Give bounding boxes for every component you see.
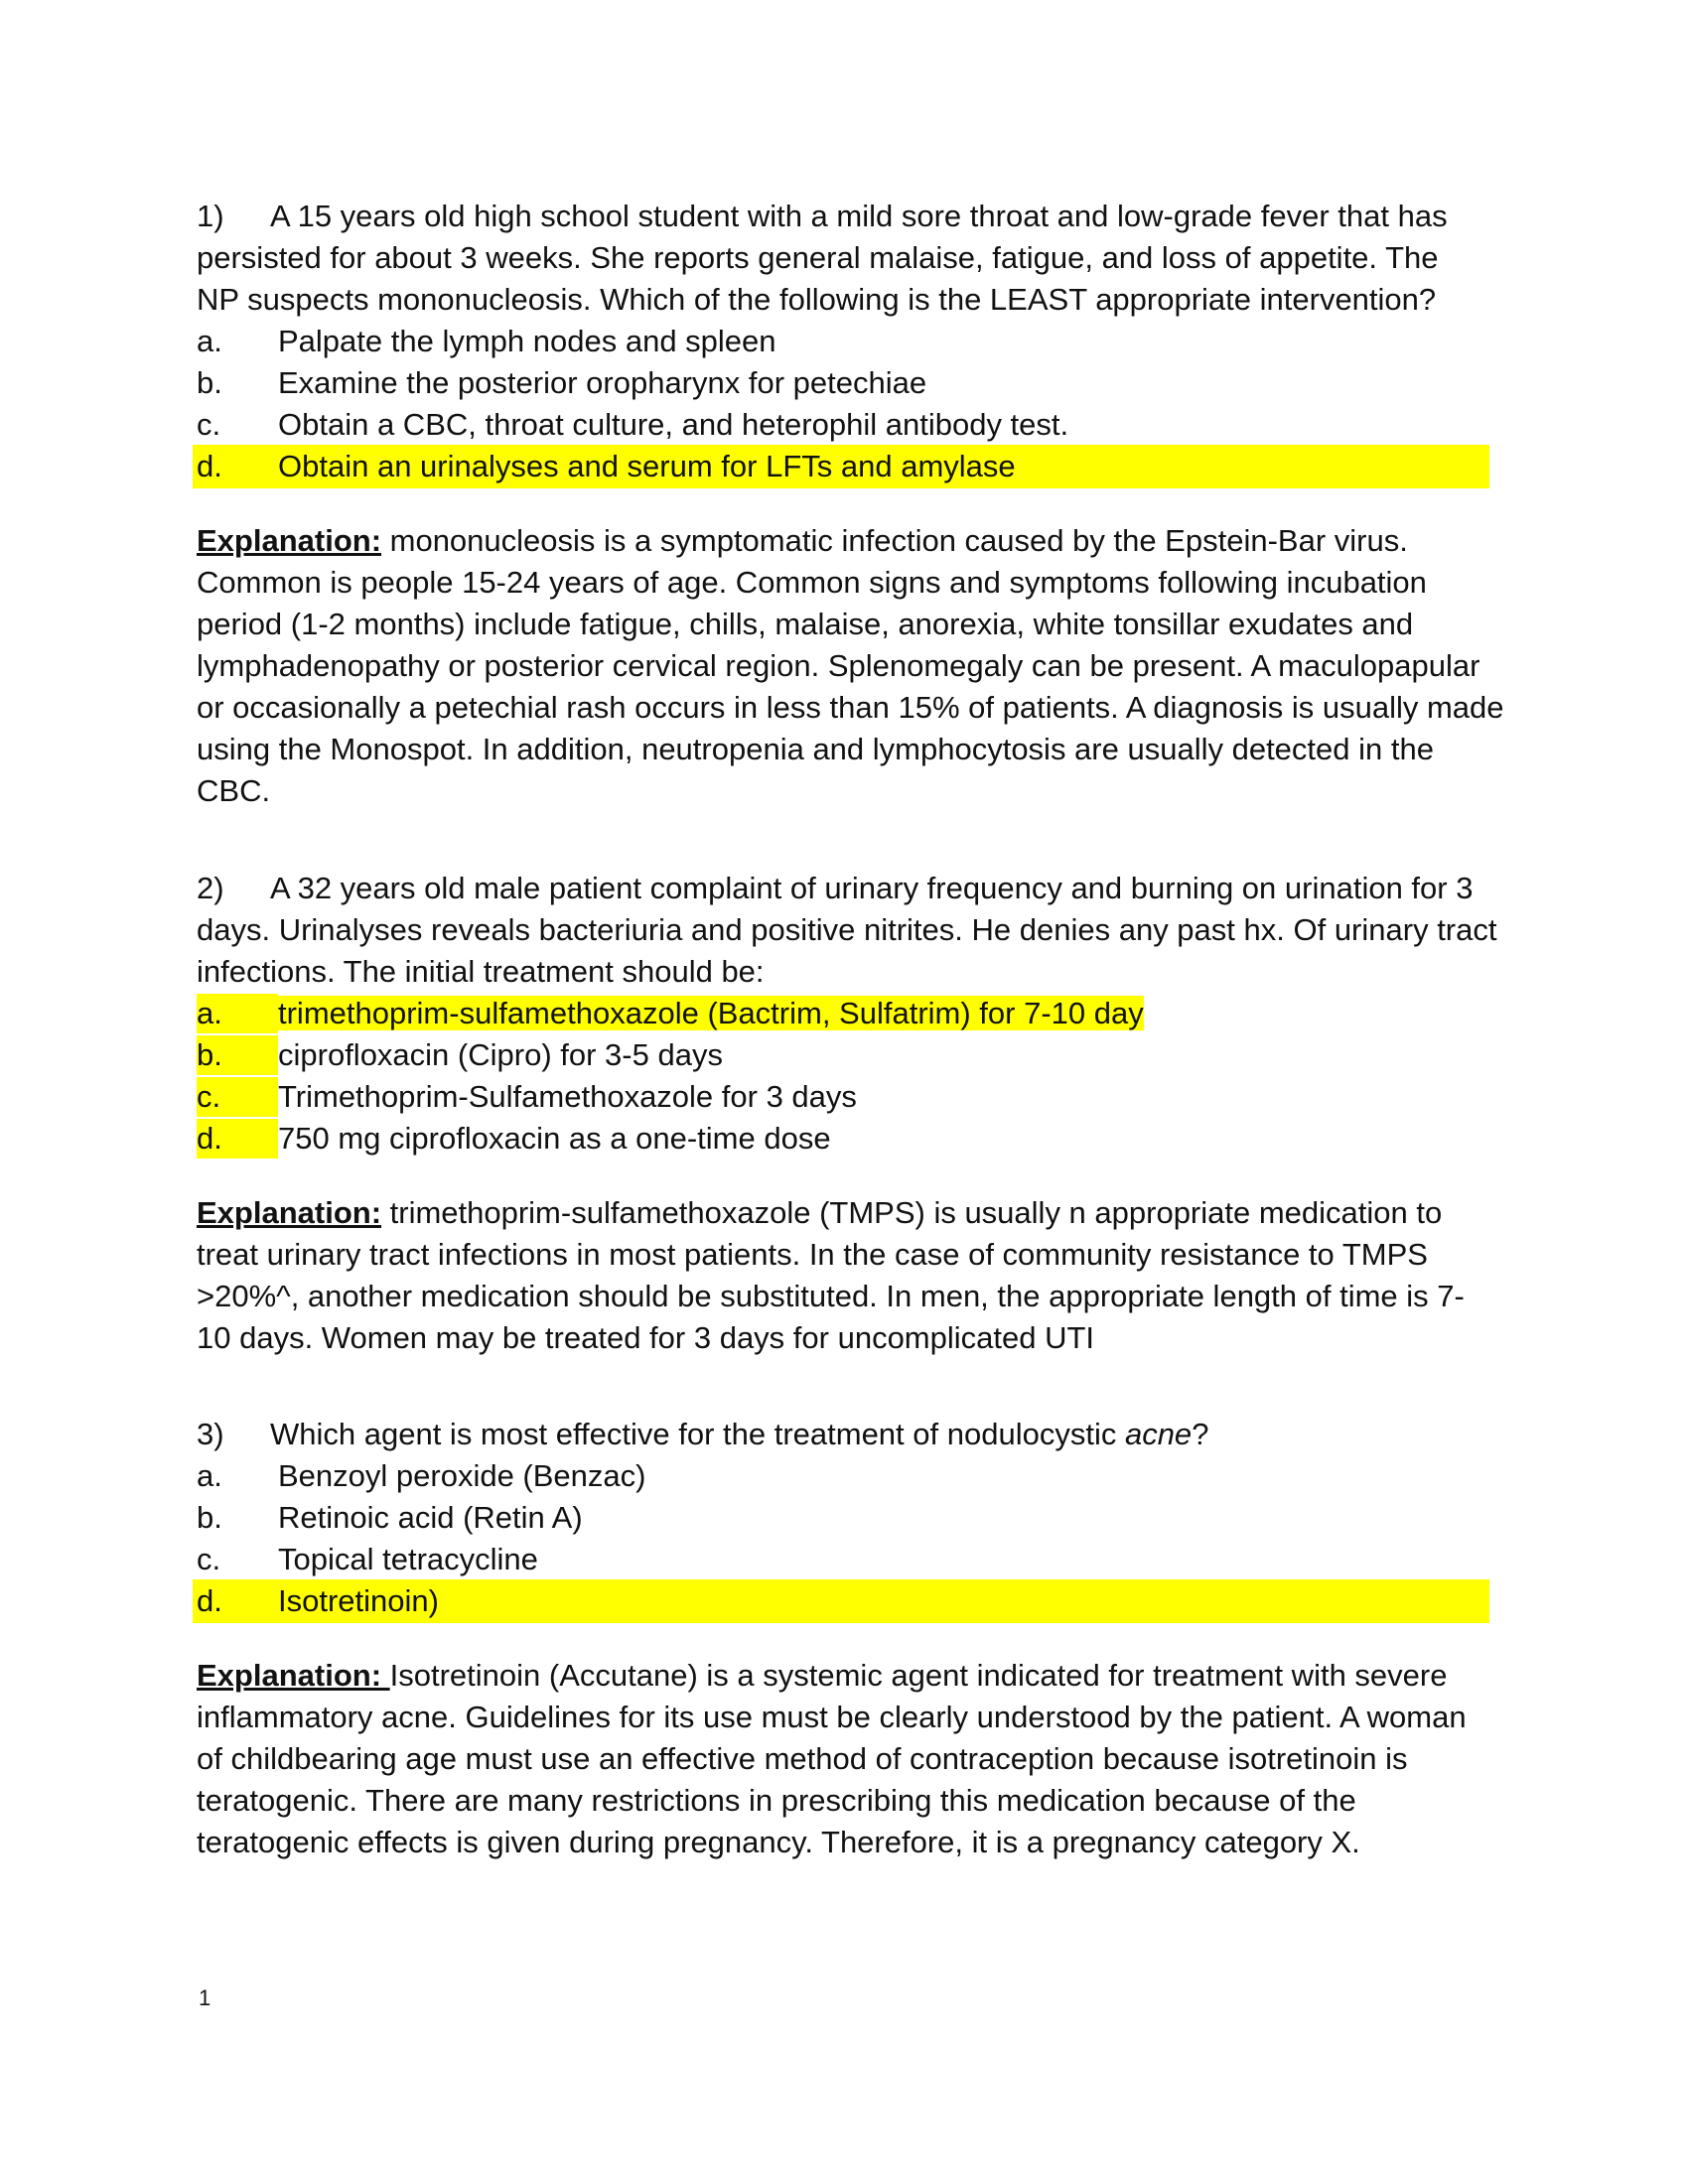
page-number: 1 (199, 1985, 211, 2010)
question-3-stem: 3) Which agent is most effective for the treatment of nodulocystic acne? (197, 1415, 1208, 1454)
question-2-explanation-line-1: Explanation: trimethoprim-sulfamethoxazole (TMPS) is usually n appropriate medication to (197, 1195, 1443, 1230)
question-2-stem-line-2: days. Urinalyses reveals bacteriuria and positive nitrites. He denies any past hx. Of urinary tract (197, 912, 1497, 947)
explanation-label: Explanation: (197, 523, 382, 558)
question-3-option-a: a. Benzoyl peroxide (Benzac) (197, 1458, 646, 1493)
question-2-option-c: c. Trimethoprim-Sulfamethoxazole for 3 days (197, 1077, 857, 1117)
question-2-answer-highlight: trimethoprim-sulfamethoxazole (Bactrim, Sulfatrim) for 7-10 day (278, 996, 1144, 1030)
question-1-option-c: c. Obtain a CBC, throat culture, and heterophil antibody test. (197, 407, 1069, 442)
question-1-option-a: a. Palpate the lymph nodes and spleen (197, 324, 776, 358)
question-1-explanation-line-1: Explanation: mononucleosis is a symptomatic infection caused by the Epstein-Bar virus. (197, 523, 1408, 558)
question-2-explanation-line-2: treat urinary tract infections in most patients. In the case of community resistance to TMPS (197, 1237, 1428, 1272)
question-1-stem-line-2: persisted for about 3 weeks. She reports general malaise, fatigue, and loss of appetite. The (197, 240, 1439, 275)
explanation-label: Explanation: (197, 1658, 390, 1693)
question-3-explanation-line-5: teratogenic effects is given during pregnancy. Therefore, it is a pregnancy category X. (197, 1825, 1360, 1859)
question-2-explanation-line-3: >20%^, another medication should be substituted. In men, the appropriate length of time is 7- (197, 1279, 1465, 1313)
question-1-stem-line-1: 1) A 15 years old high school student with a mild sore throat and low-grade fever that has (197, 197, 1448, 236)
question-1-explanation-line-6: using the Monospot. In addition, neutropenia and lymphocytosis are usually detected in the (197, 732, 1434, 766)
question-1-explanation-line-7: CBC. (197, 773, 271, 808)
question-3-option-c: c. Topical tetracycline (197, 1542, 538, 1576)
question-1-number: 1) (197, 199, 224, 233)
question-3-explanation-line-1: Explanation: Isotretinoin (Accutane) is a systemic agent indicated for treatment with severe (197, 1658, 1448, 1693)
question-1-option-b: b. Examine the posterior oropharynx for petechiae (197, 365, 927, 400)
question-1-explanation-line-3: period (1-2 months) include fatigue, chills, malaise, anorexia, white tonsillar exudates and (197, 607, 1414, 641)
question-3-explanation-line-4: teratogenic. There are many restrictions in prescribing this medication because of the (197, 1783, 1356, 1818)
question-1-explanation-line-5: or occasionally a petechial rash occurs in less than 15% of patients. A diagnosis is usually made (197, 690, 1504, 725)
question-3-explanation-line-2: inflammatory acne. Guidelines for its use must be clearly understood by the patient. A woman (197, 1700, 1467, 1734)
question-1-explanation-line-2: Common is people 15-24 years of age. Common signs and symptoms following incubation (197, 565, 1427, 600)
question-1-option-d: d. Obtain an urinalyses and serum for LFTs and amylase (197, 449, 1016, 483)
question-2-stem-line-3: infections. The initial treatment should be: (197, 954, 765, 989)
question-1-explanation-line-4: lymphadenopathy or posterior cervical region. Splenomegaly can be present. A maculopapular (197, 648, 1480, 683)
question-1-stem-line-3: NP suspects mononucleosis. Which of the following is the LEAST appropriate intervention? (197, 282, 1437, 317)
question-2-number: 2) (197, 871, 224, 905)
question-3-number: 3) (197, 1417, 224, 1451)
question-2-option-b: b. ciprofloxacin (Cipro) for 3-5 days (197, 1035, 723, 1075)
question-3-option-b: b. Retinoic acid (Retin A) (197, 1500, 583, 1535)
question-3-explanation-line-3: of childbearing age must use an effective method of contraception because isotretinoin is (197, 1741, 1408, 1776)
question-2-stem-line-1: 2) A 32 years old male patient complaint of urinary frequency and burning on urination for 3 (197, 869, 1473, 908)
question-2-explanation-line-4: 10 days. Women may be treated for 3 days for uncomplicated UTI (197, 1320, 1095, 1355)
question-2-option-a: a. trimethoprim-sulfamethoxazole (Bactrim, Sulfatrim) for 7-10 day (197, 994, 1144, 1033)
question-3-option-d: d. Isotretinoin) (197, 1583, 439, 1618)
question-2-option-d: d. 750 mg ciprofloxacin as a one-time dose (197, 1119, 831, 1159)
explanation-label: Explanation: (197, 1195, 382, 1230)
